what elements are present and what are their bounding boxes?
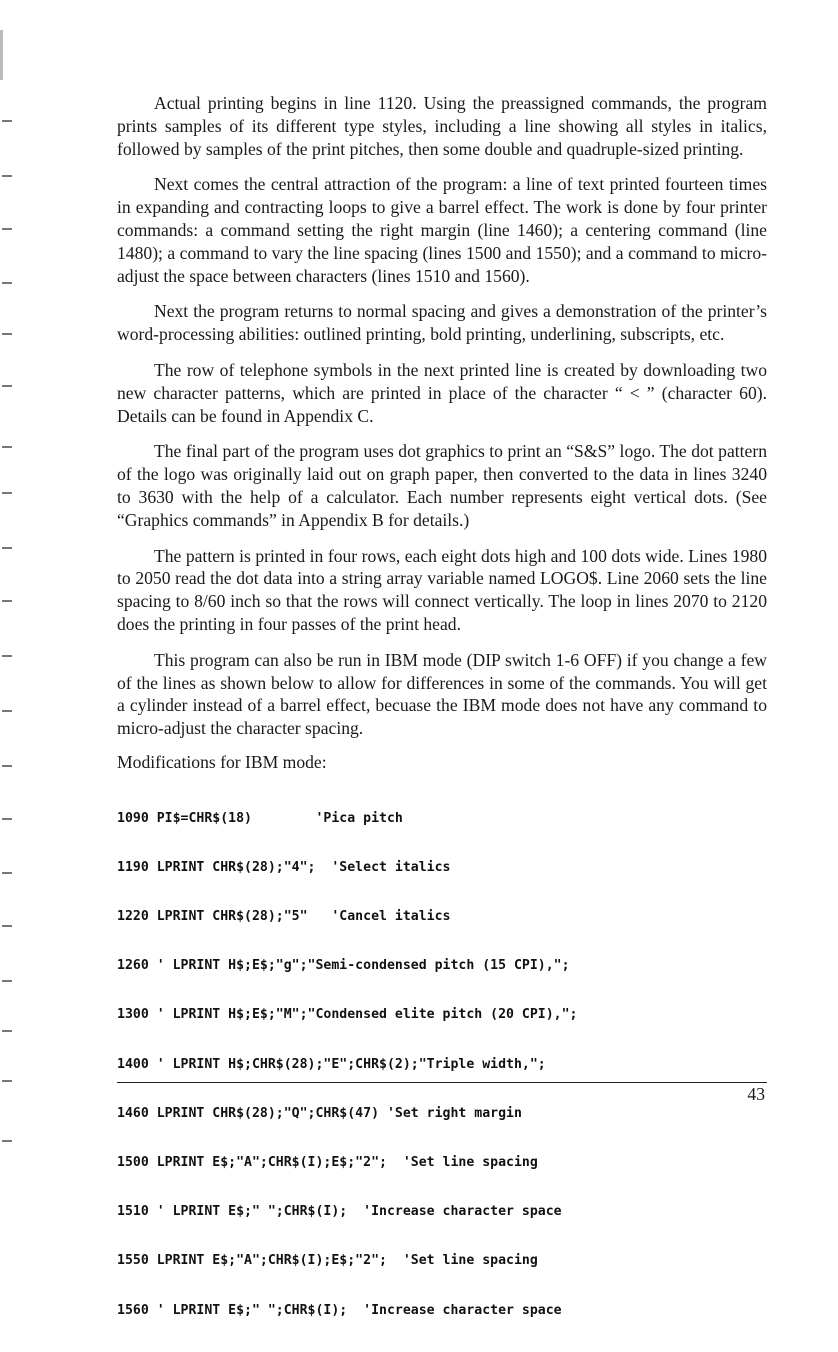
code-line: 1460 LPRINT CHR$(28);"Q";CHR$(47) 'Set right margin — [117, 1105, 522, 1121]
footer-rule — [117, 1082, 767, 1083]
code-line: 1560 ' LPRINT E$;" ";CHR$(I); 'Increase character space — [117, 1302, 562, 1318]
code-line: 1510 ' LPRINT E$;" ";CHR$(I); 'Increase character space — [117, 1204, 562, 1220]
paragraph-normal-spacing: Next the program returns to normal spacing and gives a demonstration of the printer’s word-processing abilities: outlined printing, bold printing, underlining, subscripts, etc. — [117, 301, 767, 345]
code-listing — [117, 778, 767, 1352]
paragraph-printing-begins: Actual printing begins in line 1120. Using the preassigned commands, the program prints samples of its different type styles, including a line showing all styles in italics, followed by samples of the print pitches, then some double and quadruple-sized printing. — [117, 93, 767, 159]
paragraph-pattern-rows: The pattern is printed in four rows, each eight dots high and 100 dots wide. Lines 1980 to 2050 read the dot data into a string array variable named LOGO$. Line 2060 sets the line spacing to 8/60 inch so that the rows will connect vertically. The loop in lines 2070 to 2120 does the printing in four passes of the print head. — [117, 545, 767, 634]
code-line: 1220 LPRINT CHR$(28);"5" 'Cancel italics — [117, 908, 451, 924]
code-line: 1500 LPRINT E$;"A";CHR$(I);E$;"2"; 'Set line spacing — [117, 1154, 538, 1170]
paragraph-dot-graphics-logo: The final part of the program uses dot graphics to print an “S&S” logo. The dot pattern of the logo was originally laid out on graph paper, then converted to the data in lines 3240 to 3630 with the help of a calculator. Each number represents eight vertical dots. (See “Graphics commands” in Appendix B for details.) — [117, 441, 767, 530]
code-line: 1260 ' LPRINT H$;E$;"g";"Semi-condensed pitch (15 CPI),"; — [117, 958, 570, 974]
code-line: 1400 ' LPRINT H$;CHR$(28);"E";CHR$(2);"Triple width,"; — [117, 1056, 546, 1072]
document-page — [117, 92, 767, 1352]
paragraph-ibm-mode: This program can also be run in IBM mode (DIP switch 1-6 OFF) if you change a few of the lines as shown below to allow for differences in some of the commands. You will get a cylinder instead of a barrel effect, becuase the IBM mode does not have any command to micro-adjust the character spacing. — [117, 649, 767, 739]
code-line: 1190 LPRINT CHR$(28);"4"; 'Select italics — [117, 859, 451, 875]
binding-edge-marks — [0, 0, 40, 1190]
paragraph-telephone-symbols: The row of telephone symbols in the next printed line is created by downloading two new character patterns, which are printed in place of the character “ < ” (character 60). Details can be found in Appendix C. — [117, 359, 767, 426]
page-number: 43 — [747, 1084, 765, 1104]
code-line: 1090 PI$=CHR$(18) 'Pica pitch — [117, 810, 403, 826]
paragraph-barrel-effect: Next comes the central attraction of the program: a line of text printed fourteen times in expanding and contracting loops to give a barrel effect. The work is done by four printer commands: a command setting the right margin (line 1460); a centering command (line 1480); a command to vary the line spacing (lines 1500 and 1550); and a command to micro-adjust the space between characters (lines 1510 and 1560). — [117, 174, 767, 286]
code-line: 1300 ' LPRINT H$;E$;"M";"Condensed elite pitch (20 CPI),"; — [117, 1007, 578, 1023]
code-line: 1550 LPRINT E$;"A";CHR$(I);E$;"2"; 'Set line spacing — [117, 1253, 538, 1269]
modifications-heading: Modifications for IBM mode: — [117, 751, 327, 772]
